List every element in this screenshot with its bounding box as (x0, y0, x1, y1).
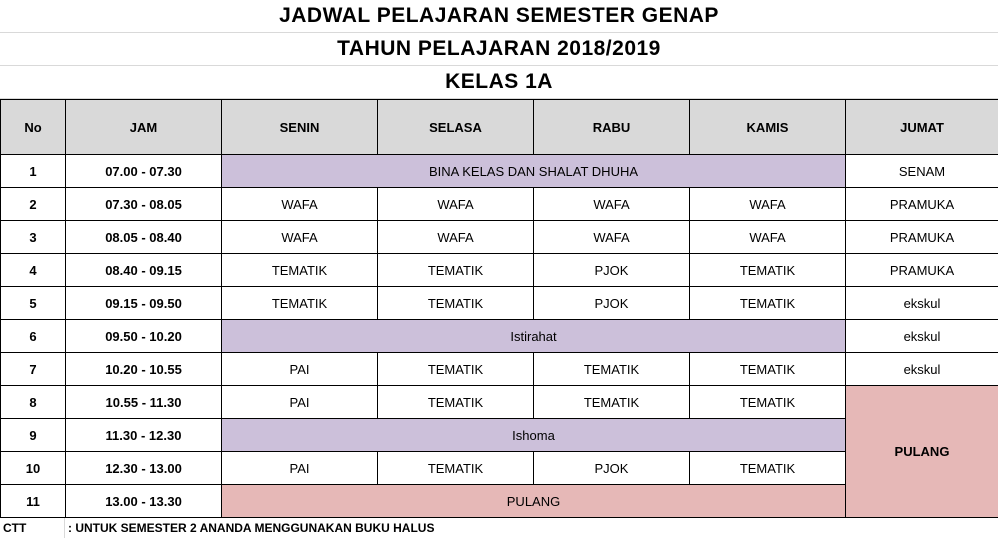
cell-senin: TEMATIK (222, 287, 378, 320)
cell-jumat: ekskul (846, 320, 998, 353)
cell-senin: PAI (222, 452, 378, 485)
cell-rabu: PJOK (534, 287, 690, 320)
cell-rabu: TEMATIK (534, 353, 690, 386)
row-no: 11 (1, 485, 66, 518)
row-time: 09.50 - 10.20 (66, 320, 222, 353)
cell-kamis: TEMATIK (690, 452, 846, 485)
cell-senin: WAFA (222, 188, 378, 221)
row-no: 6 (1, 320, 66, 353)
table-row (1, 386, 998, 419)
note-row (0, 518, 998, 538)
row-no: 2 (1, 188, 66, 221)
academic-year-title: TAHUN PELAJARAN 2018/2019 (0, 33, 998, 66)
row-time: 11.30 - 12.30 (66, 419, 222, 452)
cell-selasa: TEMATIK (378, 254, 534, 287)
header-jumat: JUMAT (846, 100, 998, 155)
table-row (1, 155, 998, 188)
row-time: 10.55 - 11.30 (66, 386, 222, 419)
merged-pulang-cell: PULANG (222, 485, 846, 518)
header-jam: JAM (66, 100, 222, 155)
merged-activity-cell: BINA KELAS DAN SHALAT DHUHA (222, 155, 846, 188)
cell-rabu: WAFA (534, 188, 690, 221)
row-no: 3 (1, 221, 66, 254)
table-row (1, 188, 998, 221)
header-selasa: SELASA (378, 100, 534, 155)
header-kamis: KAMIS (690, 100, 846, 155)
cell-jumat: ekskul (846, 353, 998, 386)
table-row (1, 254, 998, 287)
cell-kamis: TEMATIK (690, 287, 846, 320)
cell-jumat: PRAMUKA (846, 221, 998, 254)
merged-activity-cell: Istirahat (222, 320, 846, 353)
row-no: 4 (1, 254, 66, 287)
cell-rabu: TEMATIK (534, 386, 690, 419)
cell-kamis: WAFA (690, 221, 846, 254)
row-time: 07.00 - 07.30 (66, 155, 222, 188)
cell-jumat: SENAM (846, 155, 998, 188)
schedule-table (0, 99, 998, 518)
cell-selasa: TEMATIK (378, 287, 534, 320)
table-row (1, 353, 998, 386)
merged-activity-cell: Ishoma (222, 419, 846, 452)
cell-senin: WAFA (222, 221, 378, 254)
row-time: 09.15 - 09.50 (66, 287, 222, 320)
row-no: 10 (1, 452, 66, 485)
cell-selasa: TEMATIK (378, 353, 534, 386)
row-no: 5 (1, 287, 66, 320)
cell-senin: PAI (222, 353, 378, 386)
header-no: No (1, 100, 66, 155)
table-header-row (1, 100, 998, 155)
cell-kamis: TEMATIK (690, 353, 846, 386)
row-time: 13.00 - 13.30 (66, 485, 222, 518)
jumat-pulang-cell: PULANG (846, 386, 998, 518)
row-no: 1 (1, 155, 66, 188)
cell-rabu: PJOK (534, 452, 690, 485)
cell-rabu: WAFA (534, 221, 690, 254)
table-row (1, 221, 998, 254)
cell-kamis: WAFA (690, 188, 846, 221)
cell-kamis: TEMATIK (690, 254, 846, 287)
row-time: 10.20 - 10.55 (66, 353, 222, 386)
table-row (1, 320, 998, 353)
note-text: : UNTUK SEMESTER 2 ANANDA MENGGUNAKAN BUKU HALUS (68, 521, 435, 535)
row-no: 8 (1, 386, 66, 419)
cell-jumat: ekskul (846, 287, 998, 320)
row-time: 08.05 - 08.40 (66, 221, 222, 254)
cell-jumat: PRAMUKA (846, 254, 998, 287)
cell-selasa: WAFA (378, 221, 534, 254)
row-no: 7 (1, 353, 66, 386)
cell-senin: TEMATIK (222, 254, 378, 287)
table-row (1, 287, 998, 320)
cell-jumat: PRAMUKA (846, 188, 998, 221)
row-time: 08.40 - 09.15 (66, 254, 222, 287)
class-title: KELAS 1A (0, 66, 998, 99)
cell-rabu: PJOK (534, 254, 690, 287)
note-label: CTT (0, 518, 65, 538)
cell-selasa: TEMATIK (378, 386, 534, 419)
row-time: 07.30 - 08.05 (66, 188, 222, 221)
header-rabu: RABU (534, 100, 690, 155)
row-time: 12.30 - 13.00 (66, 452, 222, 485)
cell-senin: PAI (222, 386, 378, 419)
row-no: 9 (1, 419, 66, 452)
cell-kamis: TEMATIK (690, 386, 846, 419)
cell-selasa: TEMATIK (378, 452, 534, 485)
schedule-title: JADWAL PELAJARAN SEMESTER GENAP (0, 0, 998, 33)
header-senin: SENIN (222, 100, 378, 155)
cell-selasa: WAFA (378, 188, 534, 221)
